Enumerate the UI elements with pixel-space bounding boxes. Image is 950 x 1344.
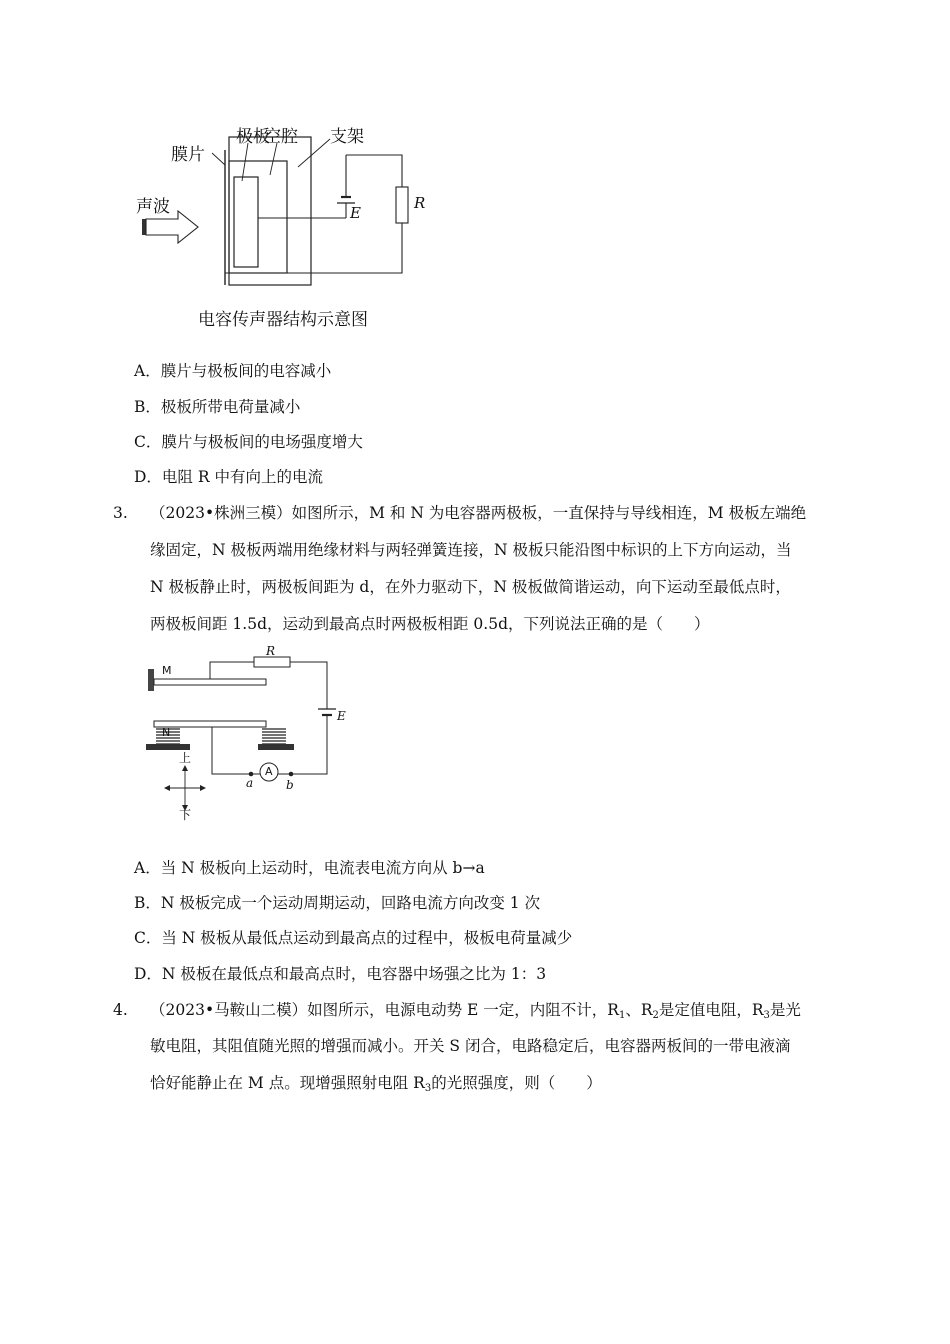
q4-sub-1: 1 [618,1010,626,1021]
emf-label: E [350,204,361,222]
q3-option-d: D．N 极板在最低点和最高点时，电容器中场强之比为 1：3 [134,965,547,983]
ammeter-label: A [265,765,273,778]
q2-option-d: D．电阻 R 中有向上的电流 [134,468,323,486]
q4-stem-line-1 [150,1000,801,1026]
q4-line1-mid: 、R [625,1001,653,1019]
q4-stem-line-2: 敏电阻，其阻值随光照的增强而减小。开关 S 闭合，电路稳定后，电容器两板间的一带电液滴 [150,1037,791,1055]
emf-e-label: E [337,709,346,723]
q4-line3-sub: 3 [424,1083,432,1094]
q4-line1-post: 是光 [769,1001,801,1019]
q2-option-c: C．膜片与极板间的电场强度增大 [134,433,363,451]
q4-sub-2: 2 [652,1010,659,1021]
q3-number: 3. [113,504,128,522]
plate-n-label: N [162,726,171,739]
membrane-label: 膜片 [171,145,205,165]
q3-stem-line-1: （2023•株洲三模）如图所示，M 和 N 为电容器两极板，一直保持与导线相连，M 极板左端绝 [150,504,807,522]
q3-stem-line-3: N 极板静止时，两极板间距为 d，在外力驱动下，N 极板做简谐运动，向下运动至最低点时， [150,578,791,596]
q4-line1-pre: （2023•马鞍山二模）如图所示，电源电动势 E 一定，内阻不计，R [150,1001,619,1019]
plate-label: 极板 [236,127,270,147]
resistor-r-label: R [266,644,276,658]
up-label: 上 [179,751,192,765]
q4-number: 4. [113,1001,128,1019]
q4-line3-post: 的光照强度，则（ ） [431,1074,602,1092]
q3-stem-line-4: 两极板间距 1.5d，运动到最高点时两极板相距 0.5d，下列说法正确的是（ ） [150,615,710,633]
support-label: 支架 [330,127,364,147]
q2-option-b: B．极板所带电荷量减小 [134,398,301,416]
plate-m-label: M [162,664,172,677]
resistor-label: R [414,194,426,212]
cavity-label: 空腔 [264,127,298,147]
q3-option-c: C．当 N 极板从最低点运动到最高点的过程中，极板电荷量减少 [134,929,573,947]
q4-line3-pre: 恰好能静止在 M 点。现增强照射电阻 R [150,1074,425,1092]
q4-line1-mid2: 是定值电阻，R [658,1001,764,1019]
down-label: 下 [179,808,192,822]
q2-option-a: A．膜片与极板间的电容减小 [134,362,332,380]
sound-wave-label: 声波 [136,197,170,217]
figure-caption: 电容传声器结构示意图 [198,310,368,330]
point-a-label: a [246,776,254,790]
q4-sub-3: 3 [763,1010,770,1021]
q3-option-b: B．N 极板完成一个运动周期运动，回路电流方向改变 1 次 [134,894,541,912]
q3-option-a: A．当 N 极板向上运动时，电流表电流方向从 b→a [134,859,485,877]
point-b-label: b [286,778,294,792]
q4-stem-line-3 [150,1073,602,1099]
q3-stem-line-2: 缘固定，N 极板两端用绝缘材料与两轻弹簧连接，N 极板只能沿图中标识的上下方向运动，当 [150,541,792,559]
